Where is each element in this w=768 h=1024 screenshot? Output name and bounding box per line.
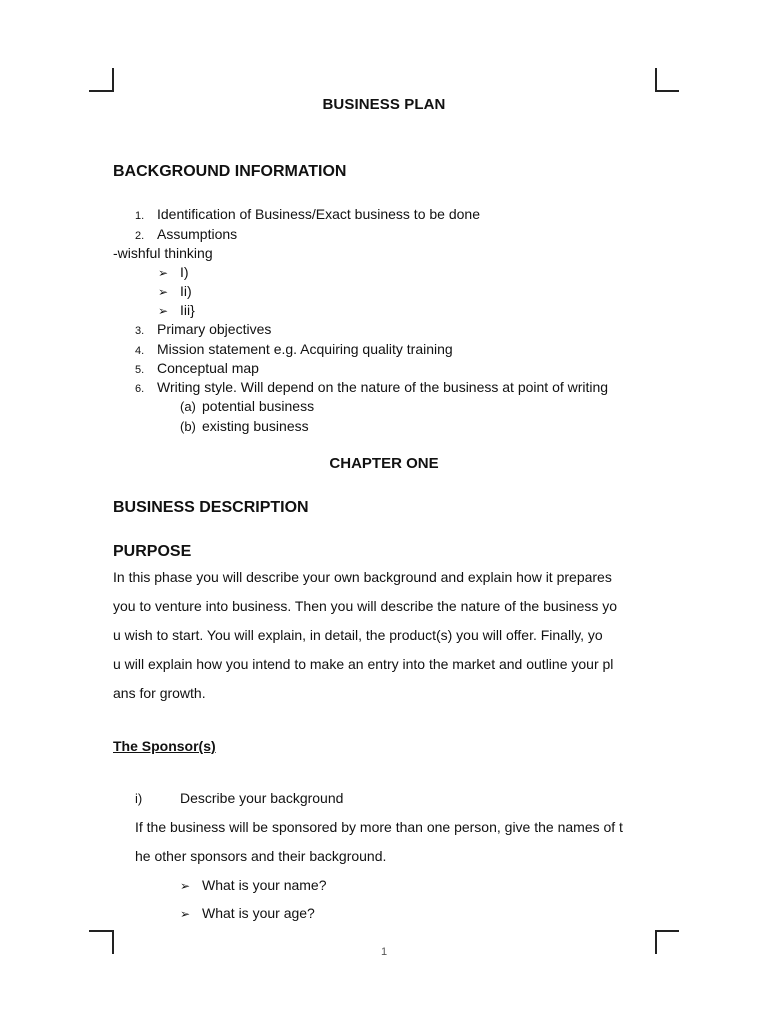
page-title: BUSINESS PLAN [322,96,446,113]
list-number: 2. [135,230,145,242]
list-text: Writing style. Will depend on the nature of the business at point of writing [157,379,609,395]
purpose-paragraph [113,563,663,708]
sub-label: (b) [180,419,196,434]
list-text: Conceptual map [157,360,259,376]
bullet-item: ➢ I) [158,264,189,280]
question-item: ➢ What is your age? [180,905,315,921]
paragraph-line: If the business will be sponsored by more than one person, give the names of t [135,819,623,835]
sub-item [180,398,314,414]
paragraph-line: he other sponsors and their background. [135,848,387,864]
paragraph-line: In this phase you will describe your own background and explain how it prepares [113,569,612,585]
paragraph-line: ans for growth. [113,685,206,701]
list-item [135,206,480,222]
chapter-heading: CHAPTER ONE [329,455,439,472]
arrowhead-bullet-icon: ➢ [180,907,191,921]
paragraph-line: you to venture into business. Then you will describe the nature of the business yo [113,598,618,614]
list-number: 6. [135,383,145,395]
list-item [135,341,453,357]
list-number: 5. [135,364,145,376]
question-item: ➢ What is your name? [180,877,327,893]
paragraph-line: u wish to start. You will explain, in detail, the product(s) you will offer. Finally, yo [113,627,603,643]
arrowhead-bullet-icon: ➢ [158,304,169,318]
list-item [135,321,271,337]
list-number: 3. [135,325,145,337]
bullet-item: ➢ Ii) [158,283,192,299]
sub-label: (a) [180,399,196,414]
purpose-heading: PURPOSE [113,543,192,560]
sponsor-heading: The Sponsor(s) [113,738,216,754]
background-heading: BACKGROUND INFORMATION [113,163,347,180]
list-item [135,226,237,242]
paragraph-line: u will explain how you intend to make an entry into the market and outline your pl [113,656,614,672]
arrowhead-bullet-icon: ➢ [158,285,169,299]
list-text: Assumptions [157,226,238,242]
list-text: Primary objectives [157,321,272,337]
page-number: 1 [380,946,388,958]
sponsor-item-label: i) [135,791,143,806]
sub-text: existing business [202,418,309,434]
list-number: 4. [135,345,145,357]
list-item [135,379,608,395]
bullet-item: ➢ Iii} [158,302,195,318]
section-heading: BUSINESS DESCRIPTION [113,499,309,516]
sponsor-item [135,790,343,806]
sub-text: potential business [202,398,315,414]
list-text: Identification of Business/Exact business to be done [157,206,480,222]
list-item [135,360,259,376]
list-number: 1. [135,210,145,222]
arrowhead-bullet-icon: ➢ [180,879,191,893]
arrowhead-bullet-icon: ➢ [158,266,169,280]
list-text: Mission statement e.g. Acquiring quality training [157,341,453,357]
sub-item [180,418,309,434]
sponsor-paragraph [135,813,660,871]
wishful-label: -wishful thinking [113,245,213,261]
sponsor-item-text: Describe your background [180,790,344,806]
